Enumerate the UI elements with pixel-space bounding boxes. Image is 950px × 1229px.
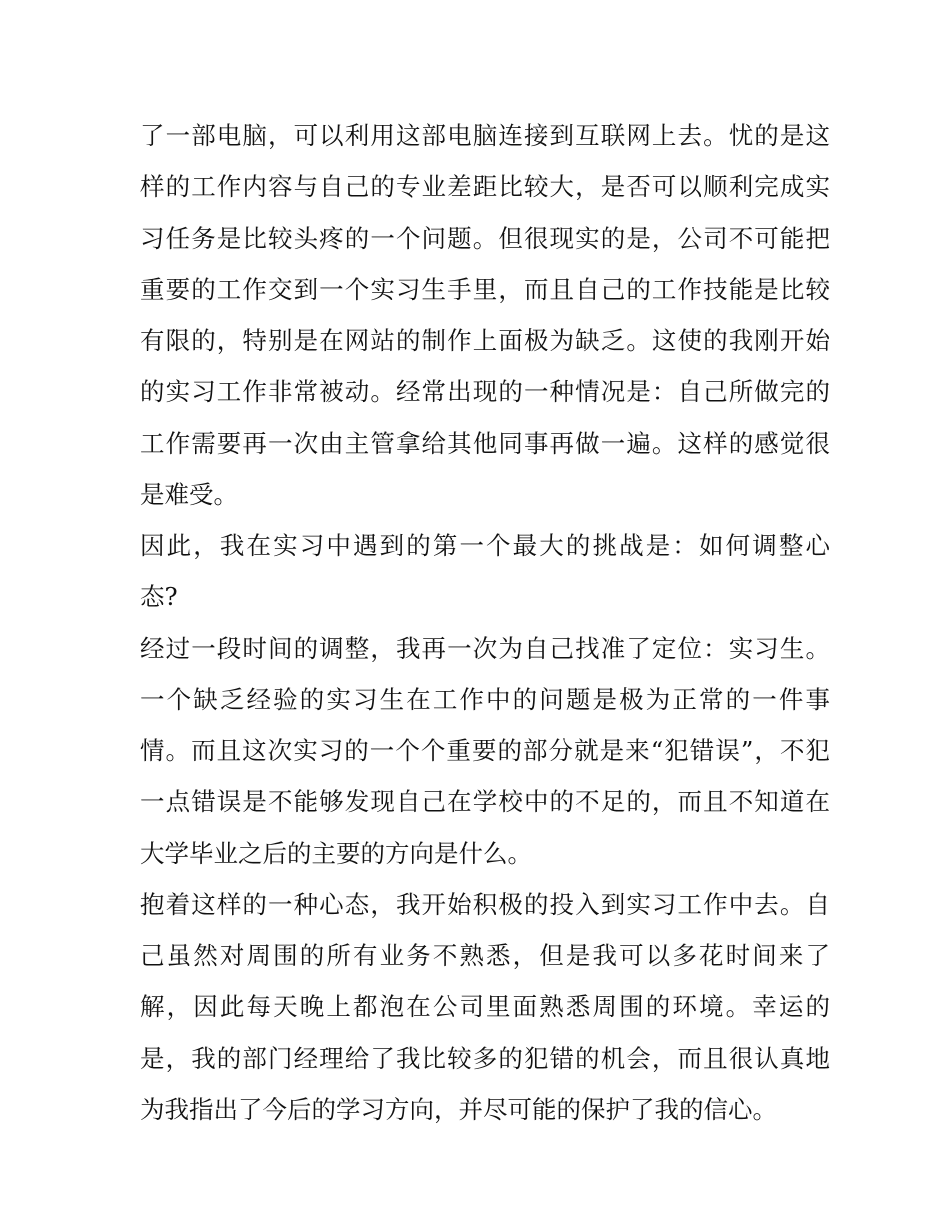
paragraph-4 (140, 879, 830, 1135)
text-line: 重要的工作交到一个实习生手里，而且自己的工作技能是比较 (140, 274, 830, 304)
paragraph-1 (140, 110, 830, 520)
text-line: 样的工作内容与自己的专业差距比较大，是否可以顺利完成实 (140, 172, 830, 202)
paragraph-3 (140, 623, 830, 879)
text-line: 情。而且这次实习的一个个重要的部分就是来“犯错误”，不犯 (140, 736, 830, 765)
paragraph-2 (140, 520, 830, 623)
text-line: 大学毕业之后的主要的方向是什么。 (140, 838, 532, 868)
text-line: 一个缺乏经验的实习生在工作中的问题是极为正常的一件事 (140, 684, 830, 714)
text-line: 经过一段时间的调整，我再一次为自己找准了定位：实习生。 (140, 633, 830, 663)
text-line: 抱着这样的一种心态，我开始积极的投入到实习工作中去。自 (140, 889, 830, 919)
text-line: 了一部电脑，可以利用这部电脑连接到互联网上去。忧的是这 (140, 121, 830, 150)
text-line: 是难受。 (140, 479, 238, 509)
document-body (140, 110, 830, 1135)
text-line: 的实习工作非常被动。经常出现的一种情况是：自己所做完的 (140, 377, 830, 407)
text-line: 习任务是比较头疼的一个问题。但很现实的是，公司不可能把 (140, 223, 830, 253)
text-line: 己虽然对周围的所有业务不熟悉，但是我可以多花时间来了 (140, 941, 830, 970)
text-line: 态? (140, 582, 178, 612)
text-line: 一点错误是不能够发现自己在学校中的不足的，而且不知道在 (140, 787, 830, 817)
text-line: 是，我的部门经理给了我比较多的犯错的机会，而且很认真地 (140, 1043, 830, 1073)
text-line: 工作需要再一次由主管拿给其他同事再做一遍。这样的感觉很 (140, 428, 830, 458)
text-line: 因此，我在实习中遇到的第一个最大的挑战是：如何调整心 (140, 531, 830, 560)
text-line: 解，因此每天晚上都泡在公司里面熟悉周围的环境。幸运的 (140, 992, 830, 1022)
text-line: 为我指出了今后的学习方向，并尽可能的保护了我的信心。 (140, 1094, 777, 1124)
text-line: 有限的，特别是在网站的制作上面极为缺乏。这使的我刚开始 (140, 326, 830, 355)
